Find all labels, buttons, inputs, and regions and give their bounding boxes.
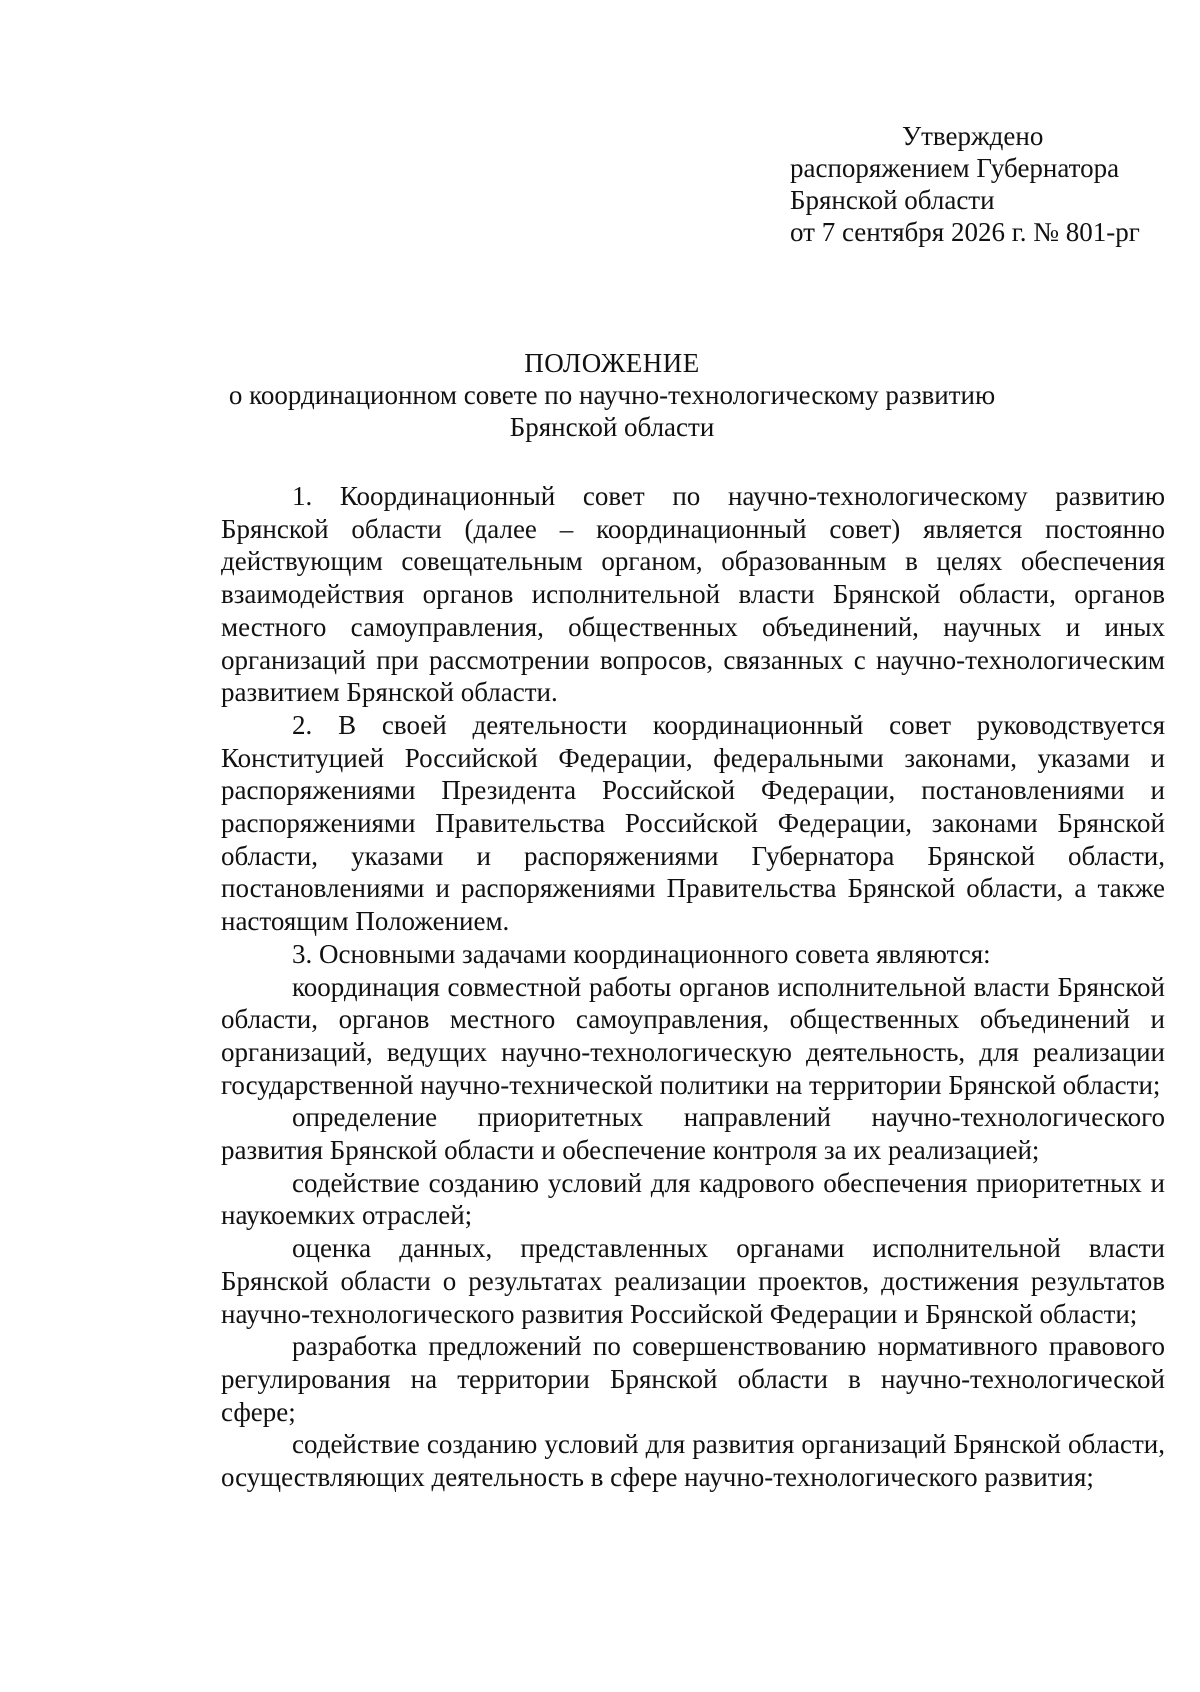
approval-line-region: Брянской области (790, 185, 995, 215)
task-item-staffing: содействие созданию условий для кадрового обеспечения приоритетных и наукоемких отраслей; (221, 1167, 1165, 1231)
document-title (150, 347, 1074, 443)
document-body (221, 480, 1165, 1494)
title-region: Брянской области (509, 412, 715, 442)
paragraph-3: 3. Основными задачами координационного совета являются: (292, 938, 991, 969)
task-item-evaluation: оценка данных, представленных органами исполнительной власти Брянской области о результатах реализации проектов, достижения результатов научно-технологического развития Российской Федерации и Брянской области; (221, 1233, 1165, 1329)
approval-line-order: распоряжением Губернатора (790, 153, 1120, 183)
task-item-coordination: координация совместной работы органов исполнительной власти Брянской области, органов местного самоуправления, общественных объединений и организаций, ведущих научно-технологическую деятельность, для реализации государственной научно-технической политики на территории Брянской области; (221, 971, 1165, 1100)
title-subject: о координационном совете по научно-технологическому развитию (228, 380, 996, 410)
approval-line-approved: Утверждено (902, 121, 1044, 151)
task-item-regulation: разработка предложений по совершенствованию нормативного правового регулирования на территории Брянской области в научно-технологической сфере; (221, 1331, 1165, 1427)
task-item-organizations: содействие созданию условий для развития организаций Брянской области, осуществляющих деятельность в сфере научно-технологического развития; (221, 1429, 1165, 1493)
approval-block (790, 120, 1140, 248)
paragraph-1: 1. Координационный совет по научно-технологическому развитию Брянской области (далее – координационный совет) является постоянно действующим совещательным органом, образованным в целях обеспечения взаимодействия органов исполнительной власти Брянской области, органов местного самоуправления, общественных объединений, научных и иных организаций при рассмотрении вопросов, связанных с научно-технологическим развитием Брянской области. (221, 481, 1165, 708)
approval-line-date-number: от 7 сентября 2026 г. № 801-рг (790, 217, 1140, 247)
paragraph-2: 2. В своей деятельности координационный совет руководствуется Конституцией Российской Федерации, федеральными законами, указами и распоряжениями Президента Российской Федерации, постановлениями и распоряжениями Правительства Российской Федерации, законами Брянской области, указами и распоряжениями Губернатора Брянской области, постановлениями и распоряжениями Правительства Брянской области, а также настоящим Положением. (221, 709, 1165, 937)
task-item-priorities: определение приоритетных направлений научно-технологического развития Брянской области и обеспечение контроля за их реализацией; (221, 1102, 1165, 1166)
title-heading: ПОЛОЖЕНИЕ (524, 348, 700, 378)
